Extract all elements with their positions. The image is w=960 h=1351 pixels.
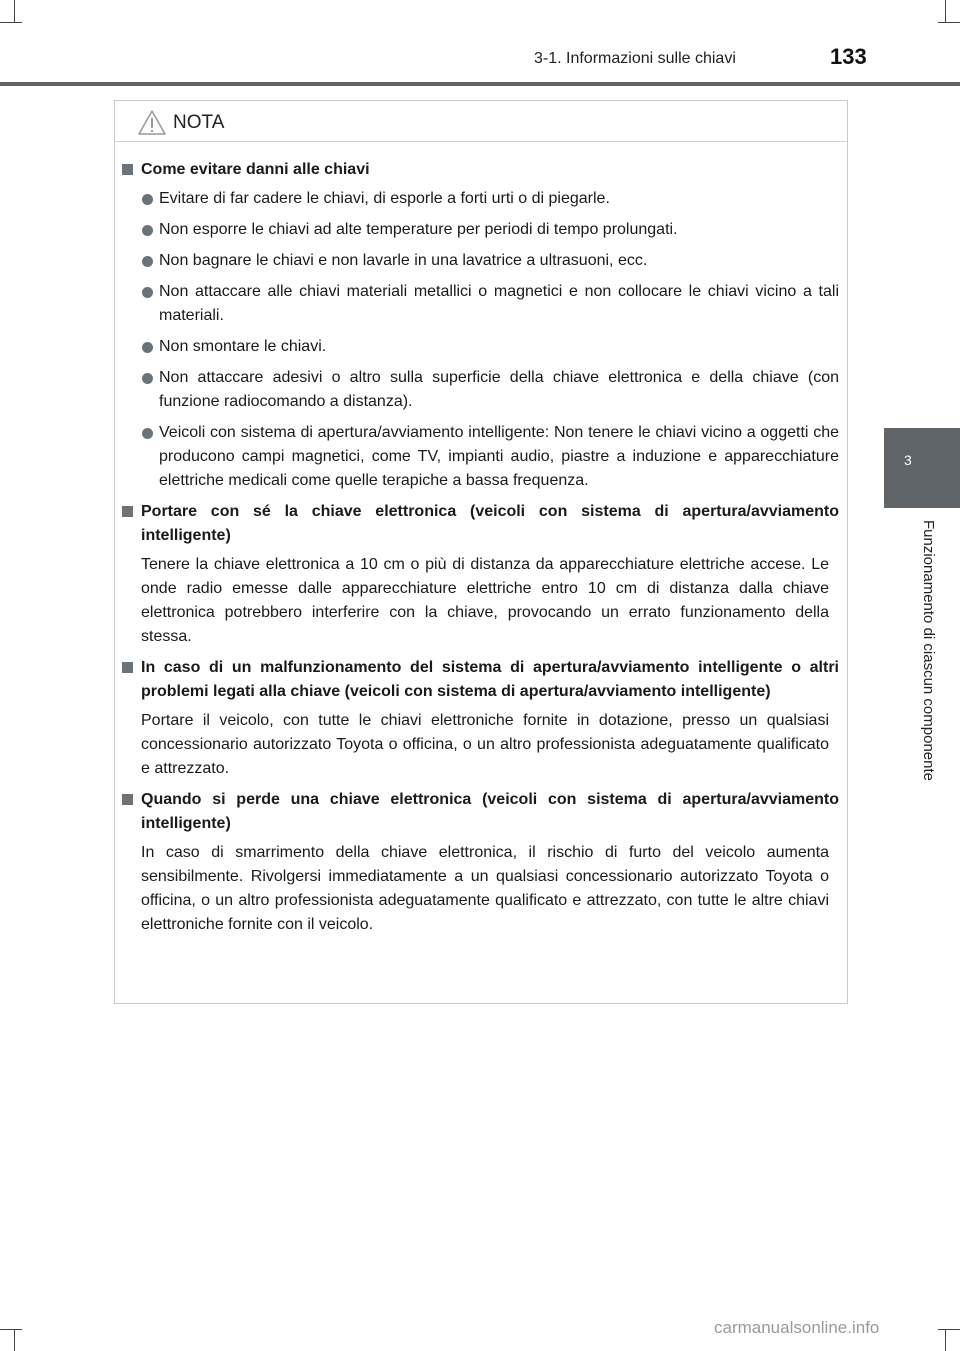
square-bullet-icon xyxy=(122,794,133,805)
crop-mark xyxy=(945,1329,946,1351)
notice-box xyxy=(114,100,848,1004)
header-rule xyxy=(0,82,960,86)
crop-mark xyxy=(945,0,946,22)
circle-bullet-icon xyxy=(142,225,153,236)
list-item: Veicoli con sistema di apertura/avviamento intelligente: Non tenere le chiavi vicino a oggetti che producono campi magnetici, come TV, impianti audio, piastre a induzione e apparecchiature elettriche medicali come quelle terapiche a bassa frequenza. xyxy=(159,421,839,493)
crop-mark xyxy=(14,0,15,22)
notice-section xyxy=(115,788,847,937)
list-item: Non esporre le chiavi ad alte temperature per periodi di tempo prolungati. xyxy=(159,218,839,242)
circle-bullet-icon xyxy=(142,428,153,439)
square-bullet-icon xyxy=(122,662,133,673)
crop-mark xyxy=(938,1329,960,1330)
watermark: carmanualsonline.info xyxy=(714,1318,880,1337)
bullet-list xyxy=(141,187,839,493)
notice-title: NOTA xyxy=(173,112,225,133)
crop-mark xyxy=(938,22,960,23)
section-heading: In caso di un malfunzionamento del sistema di apertura/avviamento intelligente o altri problemi legati alla chiave (veicoli con sistema di apertura/avviamento intelligente) xyxy=(141,656,839,704)
notice-section xyxy=(115,158,847,493)
list-item: Evitare di far cadere le chiavi, di esporle a forti urti o di piegarle. xyxy=(159,187,839,211)
circle-bullet-icon xyxy=(142,373,153,384)
chapter-title: Funzionamento di ciascun componente xyxy=(920,520,937,781)
crop-mark xyxy=(0,1329,22,1330)
notice-section xyxy=(115,500,847,649)
section-title: 3-1. Informazioni sulle chiavi xyxy=(534,50,736,67)
circle-bullet-icon xyxy=(142,256,153,267)
list-item: Non attaccare alle chiavi materiali metallici o magnetici e non collocare le chiavi vicino a tali materiali. xyxy=(159,280,839,328)
notice-section xyxy=(115,656,847,781)
section-heading: Quando si perde una chiave elettronica (veicoli con sistema di apertura/avviamento intelligente) xyxy=(141,788,839,836)
crop-mark xyxy=(0,22,22,23)
section-text: Tenere la chiave elettronica a 10 cm o più di distanza da apparecchiature elettriche accese. Le onde radio emesse dalle apparecchiature elettriche entro 10 cm di distanza dalla chiave elettronica potrebbero interferire con la chiave, provocando un errato funzionamento della stessa. xyxy=(141,556,829,645)
circle-bullet-icon xyxy=(142,342,153,353)
list-item: Non smontare le chiavi. xyxy=(159,335,839,359)
section-heading: Come evitare danni alle chiavi xyxy=(141,158,839,182)
section-text: Portare il veicolo, con tutte le chiavi elettroniche fornite in dotazione, presso un qualsiasi concessionario autorizzato Toyota o officina, o un altro professionista adeguatamente qualificato e attrezzato. xyxy=(141,712,829,777)
circle-bullet-icon xyxy=(142,287,153,298)
page-number: 133 xyxy=(830,44,867,69)
section-heading: Portare con sé la chiave elettronica (veicoli con sistema di apertura/avviamento intelligente) xyxy=(141,500,839,548)
warning-triangle-icon xyxy=(137,109,167,141)
notice-header xyxy=(115,101,847,142)
square-bullet-icon xyxy=(122,164,133,175)
crop-mark xyxy=(14,1329,15,1351)
chapter-tab xyxy=(884,428,960,508)
circle-bullet-icon xyxy=(142,194,153,205)
chapter-number: 3 xyxy=(904,452,912,468)
square-bullet-icon xyxy=(122,506,133,517)
list-item: Non attaccare adesivi o altro sulla superficie della chiave elettronica e della chiave (con funzione radiocomando a distanza). xyxy=(159,366,839,414)
notice-body xyxy=(115,158,847,944)
section-text: In caso di smarrimento della chiave elettronica, il rischio di furto del veicolo aumenta sensibilmente. Rivolgersi immediatamente a un qualsiasi concessionario autorizzato Toyota o officina, o un altro professionista adeguatamente qualificato e attrezzato, con tutte le altre chiavi elettroniche fornite con il veicolo. xyxy=(141,844,829,933)
list-item: Non bagnare le chiavi e non lavarle in una lavatrice a ultrasuoni, ecc. xyxy=(159,249,839,273)
